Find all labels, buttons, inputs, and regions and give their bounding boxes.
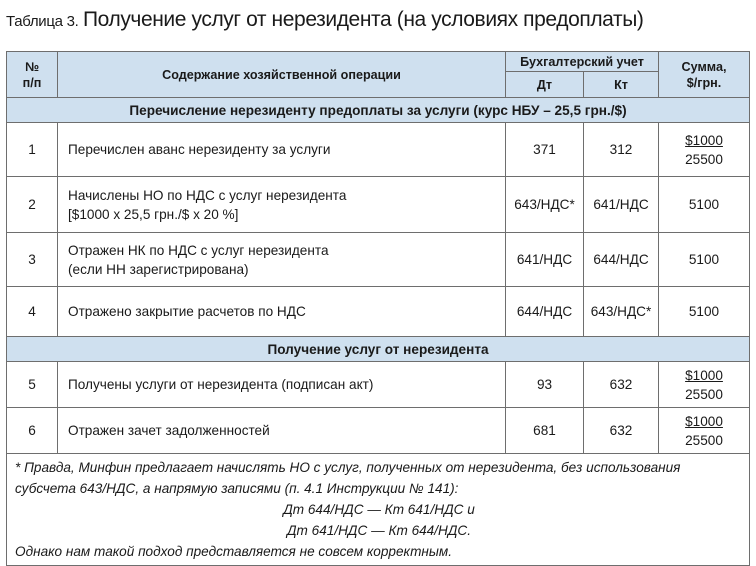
section-title: Перечисление нерезиденту предоплаты за услуги (курс НБУ – 25,5 грн./$) xyxy=(7,98,750,123)
section-row xyxy=(7,98,750,123)
debit-account: 93 xyxy=(506,362,584,408)
row-number: 2 xyxy=(7,177,58,233)
operation-cell xyxy=(58,287,506,337)
accounting-table xyxy=(6,51,750,566)
operation-detail: (если НН зарегистрирована) xyxy=(68,261,249,277)
credit-account: 644/НДС xyxy=(584,233,659,287)
operation-text: Отражено закрытие расчетов по НДС xyxy=(68,304,306,319)
operation-text: Получены услуги от нерезидента (подписан акт) xyxy=(68,377,374,392)
operation-text: Отражен НК по НДС с услуг нерезидента xyxy=(68,242,329,258)
operation-text: Начислены НО по НДС с услуг нерезидента xyxy=(68,187,347,203)
credit-account: 312 xyxy=(584,123,659,177)
amount-usd: $1000 xyxy=(685,413,723,429)
debit-account: 681 xyxy=(506,408,584,454)
table-caption xyxy=(6,8,644,36)
section-title: Получение услуг от нерезидента xyxy=(7,337,750,362)
table-row xyxy=(7,123,750,177)
amount-uah: 25500 xyxy=(685,151,723,167)
operation-cell xyxy=(58,123,506,177)
footnote-entry2: Дт 641/НДС — Кт 644/НДС. xyxy=(286,523,472,538)
row-number: 4 xyxy=(7,287,58,337)
operation-cell xyxy=(58,177,506,233)
credit-account: 641/НДС xyxy=(584,177,659,233)
footnote-line2: субсчета 643/НДС, а напрямую записями (п. 4.1 Инструкции № 141): xyxy=(15,481,459,496)
row-number: 6 xyxy=(7,408,58,454)
header-number: № п/п xyxy=(7,52,58,98)
row-number: 1 xyxy=(7,123,58,177)
amount-uah: 25500 xyxy=(685,386,723,402)
header-credit: Кт xyxy=(584,72,659,98)
row-number: 3 xyxy=(7,233,58,287)
table-number: Таблица 3. xyxy=(6,13,79,30)
debit-account: 644/НДС xyxy=(506,287,584,337)
footnote-row xyxy=(7,454,750,566)
amount-uah: 5100 xyxy=(688,197,720,212)
operation-text: Отражен зачет задолженностей xyxy=(68,423,270,438)
footnote-line3: Однако нам такой подход представляется не совсем корректным. xyxy=(15,544,452,559)
debit-account: 371 xyxy=(506,123,584,177)
amount-cell xyxy=(659,362,750,408)
amount-cell xyxy=(659,233,750,287)
row-number: 5 xyxy=(7,362,58,408)
amount-cell xyxy=(659,123,750,177)
section-row xyxy=(7,337,750,362)
amount-uah: 25500 xyxy=(685,432,723,448)
amount-cell xyxy=(659,408,750,454)
table-row xyxy=(7,287,750,337)
amount-cell xyxy=(659,177,750,233)
amount-usd: $1000 xyxy=(685,132,723,148)
header-accounting: Бухгалтерский учет xyxy=(506,52,659,72)
footnote-entry1: Дт 644/НДС — Кт 641/НДС и xyxy=(283,502,475,517)
table-row xyxy=(7,362,750,408)
footnote-line1: * Правда, Минфин предлагает начислять НО с услуг, полученных от нерезидента, без использования xyxy=(15,460,681,475)
operation-text: Перечислен аванс нерезиденту за услуги xyxy=(68,142,331,157)
amount-usd: $1000 xyxy=(685,367,723,383)
operation-detail: [$1000 х 25,5 грн./$ х 20 %] xyxy=(68,206,239,222)
header-operation: Содержание хозяйственной операции xyxy=(58,52,506,98)
header-debit: Дт xyxy=(506,72,584,98)
debit-account: 641/НДС xyxy=(506,233,584,287)
operation-cell xyxy=(58,233,506,287)
debit-account: 643/НДС* xyxy=(506,177,584,233)
amount-cell xyxy=(659,287,750,337)
operation-cell xyxy=(58,408,506,454)
footnote xyxy=(7,454,750,566)
amount-uah: 5100 xyxy=(688,304,720,319)
header-sum: Сумма, $/грн. xyxy=(659,52,750,98)
amount-uah: 5100 xyxy=(688,252,720,267)
table-row xyxy=(7,408,750,454)
table-row xyxy=(7,233,750,287)
table-row xyxy=(7,177,750,233)
operation-cell xyxy=(58,362,506,408)
credit-account: 632 xyxy=(584,362,659,408)
table-title: Получение услуг от нерезидента (на условиях предоплаты) xyxy=(82,8,644,31)
credit-account: 632 xyxy=(584,408,659,454)
credit-account: 643/НДС* xyxy=(584,287,659,337)
